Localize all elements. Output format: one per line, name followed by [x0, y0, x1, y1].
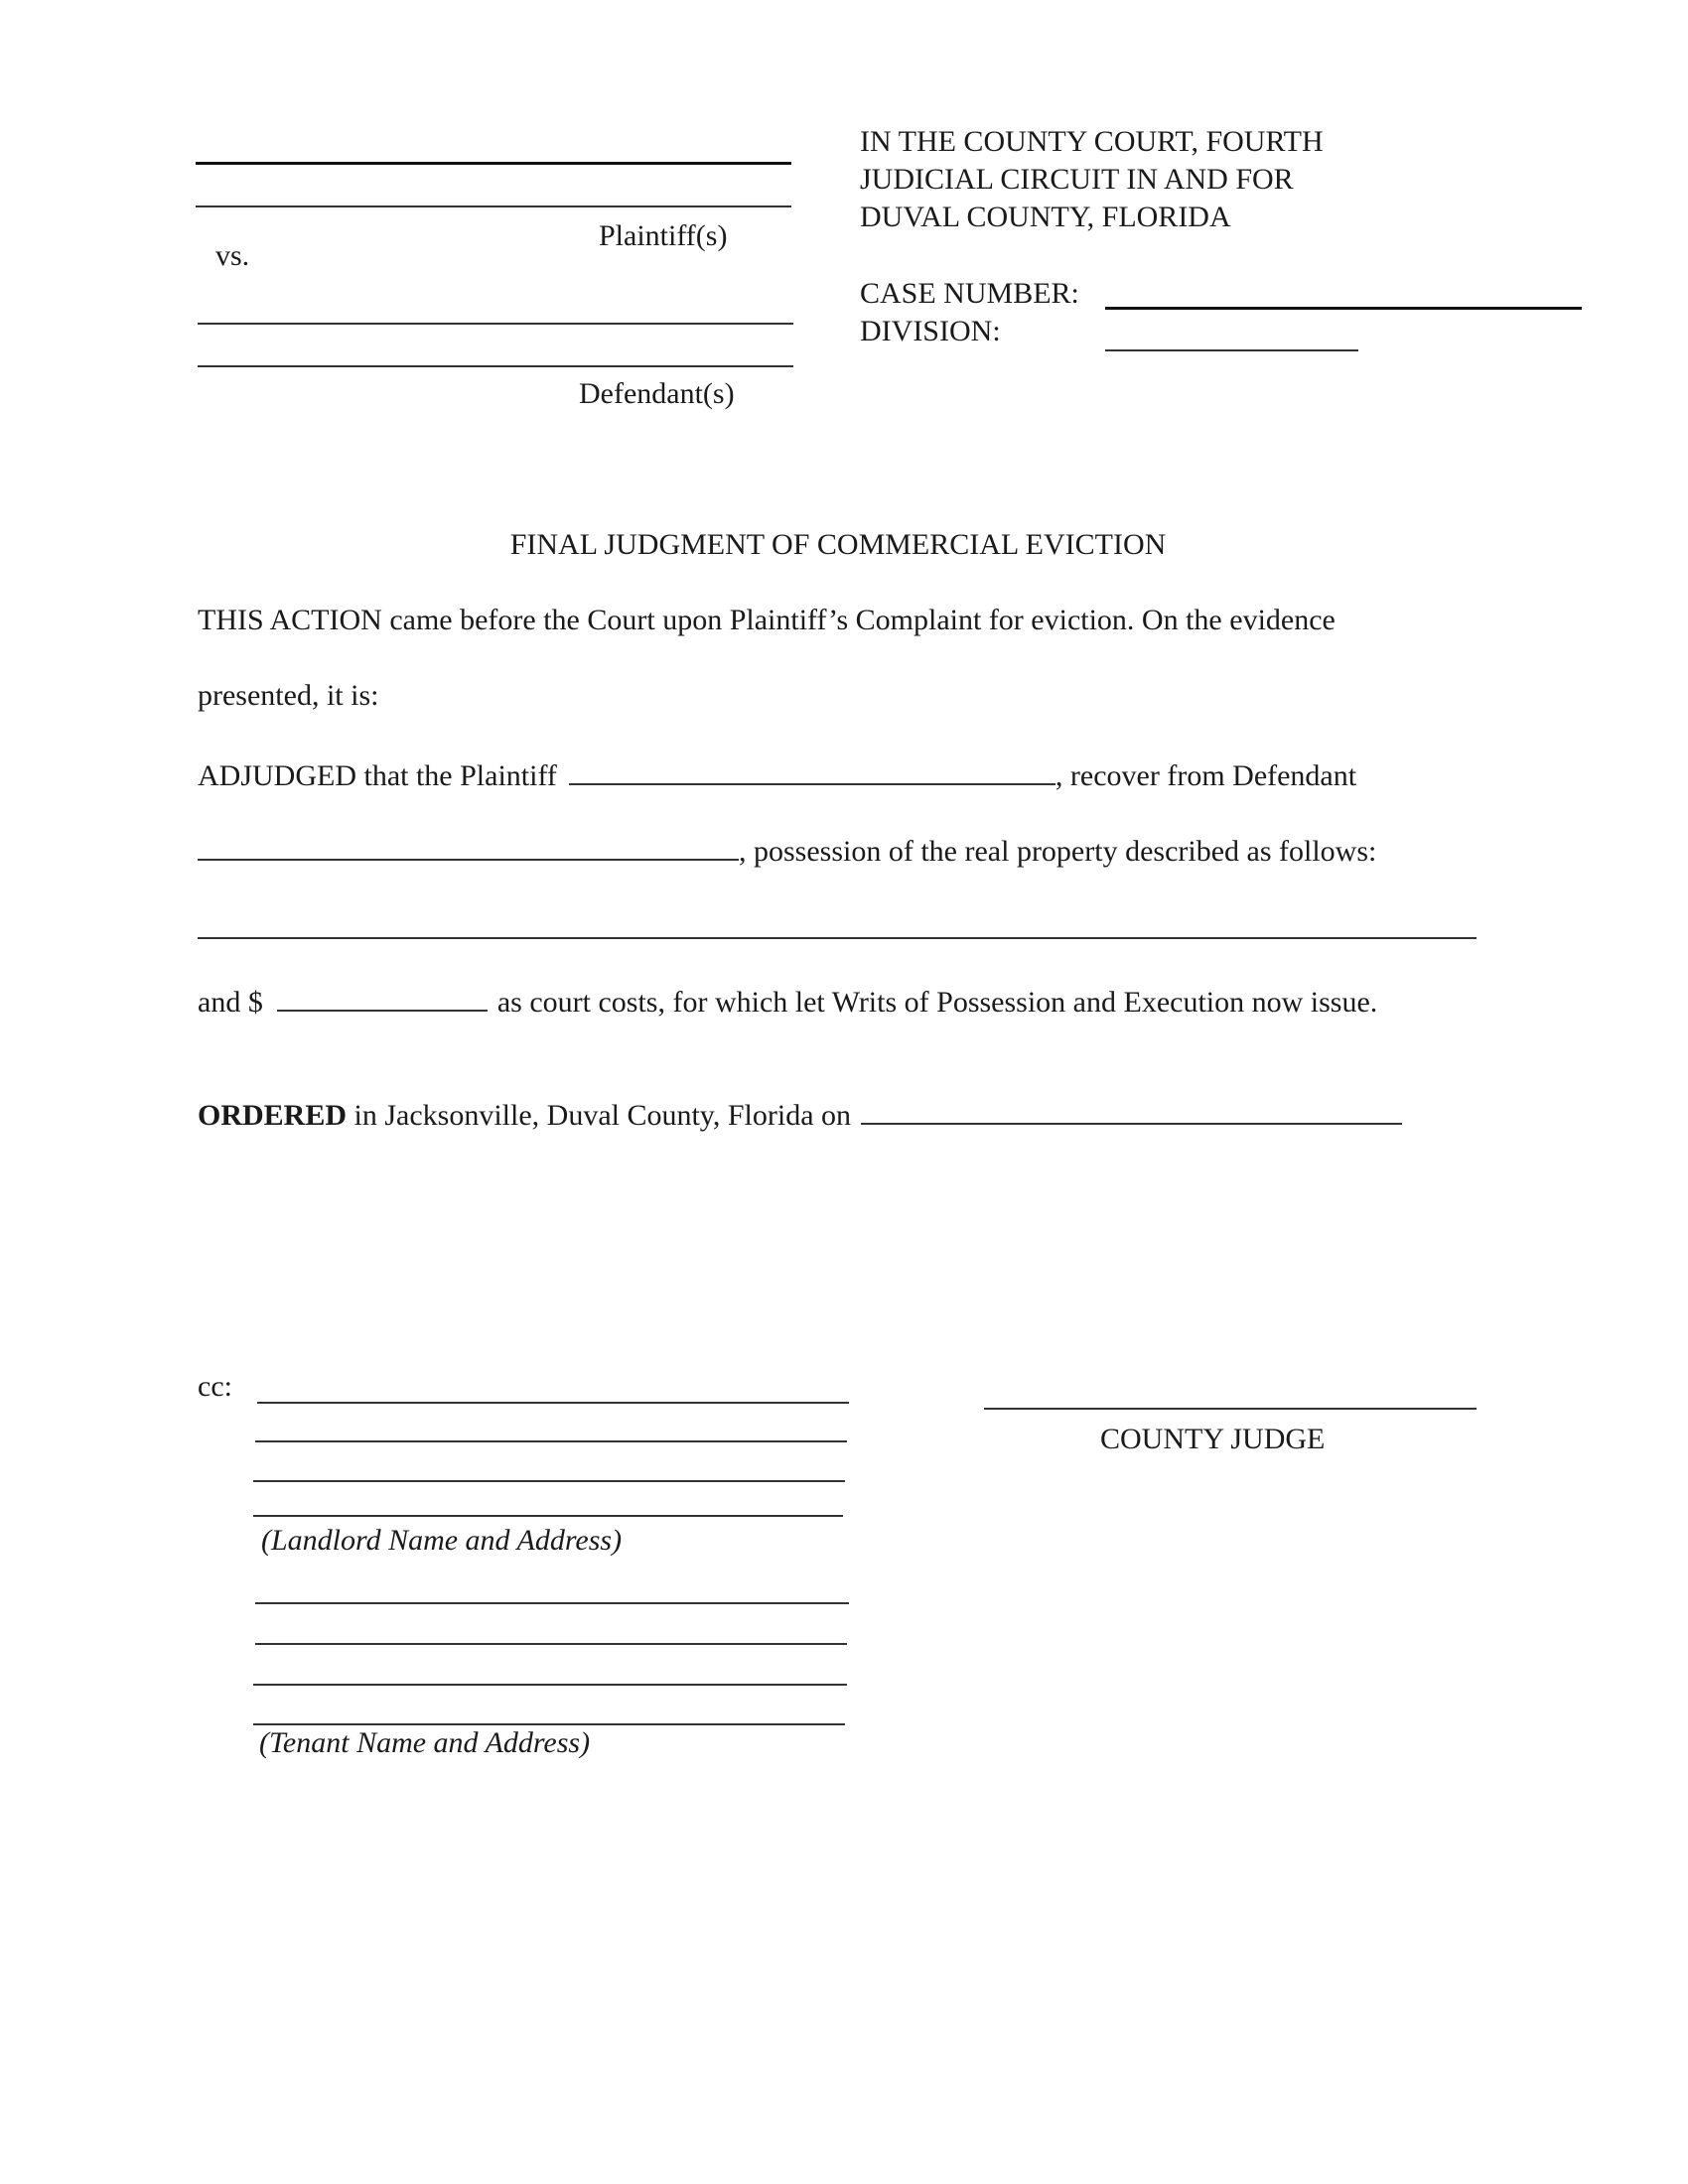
costs-prefix: and $	[198, 986, 263, 1019]
property-description-field[interactable]	[198, 937, 1477, 939]
landlord-line-1[interactable]	[257, 1402, 849, 1404]
county-judge-label: COUNTY JUDGE	[1100, 1423, 1326, 1455]
costs-line	[198, 980, 1377, 1021]
defendant-label: Defendant(s)	[579, 377, 735, 410]
ordered-bold: ORDERED	[198, 1099, 348, 1132]
tenant-line-1[interactable]	[255, 1602, 849, 1604]
cc-label: cc:	[198, 1370, 232, 1403]
versus-label: vs.	[215, 239, 250, 272]
plaintiff-name-line-2	[196, 205, 791, 207]
order-date-field[interactable]	[861, 1093, 1402, 1125]
document-title: FINAL JUDGMENT OF COMMERCIAL EVICTION	[509, 528, 1167, 561]
judge-signature-line[interactable]	[984, 1408, 1477, 1410]
tenant-line-3[interactable]	[253, 1684, 847, 1686]
division-label: DIVISION:	[860, 315, 1001, 347]
adjudged-line	[198, 753, 1356, 794]
case-number-field[interactable]	[1105, 307, 1582, 310]
court-heading-line-1: IN THE COUNTY COURT, FOURTH	[860, 125, 1324, 158]
defendant-field[interactable]	[198, 829, 739, 861]
adjudged-suffix: , recover from Defendant	[1055, 759, 1357, 792]
tenant-line-2[interactable]	[255, 1643, 847, 1645]
landlord-caption: (Landlord Name and Address)	[261, 1524, 623, 1557]
division-field[interactable]	[1105, 349, 1358, 351]
adjudged-prefix: ADJUDGED that the Plaintiff	[198, 759, 557, 792]
body-paragraph-line-1: THIS ACTION came before the Court upon Plaintiff’s Complaint for eviction. On the evidence	[198, 604, 1336, 636]
plaintiff-name-line-1	[196, 162, 791, 165]
court-heading-line-3: DUVAL COUNTY, FLORIDA	[860, 201, 1231, 233]
tenant-caption: (Tenant Name and Address)	[259, 1726, 591, 1759]
court-costs-field[interactable]	[277, 980, 488, 1012]
plaintiff-label: Plaintiff(s)	[599, 219, 728, 252]
ordered-line	[198, 1093, 1406, 1134]
landlord-line-2[interactable]	[255, 1440, 847, 1442]
case-number-label: CASE NUMBER:	[860, 277, 1079, 310]
court-heading-line-2: JUDICIAL CIRCUIT IN AND FOR	[860, 163, 1294, 196]
plaintiff-recover-field[interactable]	[569, 753, 1055, 785]
possession-line	[198, 829, 1376, 870]
costs-suffix: as court costs, for which let Writs of Possession and Execution now issue.	[496, 986, 1378, 1019]
landlord-line-3[interactable]	[253, 1480, 845, 1482]
defendant-name-line-1	[198, 323, 793, 325]
ordered-rest: in Jacksonville, Duval County, Florida on	[347, 1099, 852, 1132]
landlord-line-4[interactable]	[253, 1515, 843, 1517]
body-paragraph-line-2: presented, it is:	[198, 679, 379, 712]
defendant-name-line-2	[198, 365, 793, 367]
possession-suffix: , possession of the real property described as follows:	[739, 835, 1377, 868]
